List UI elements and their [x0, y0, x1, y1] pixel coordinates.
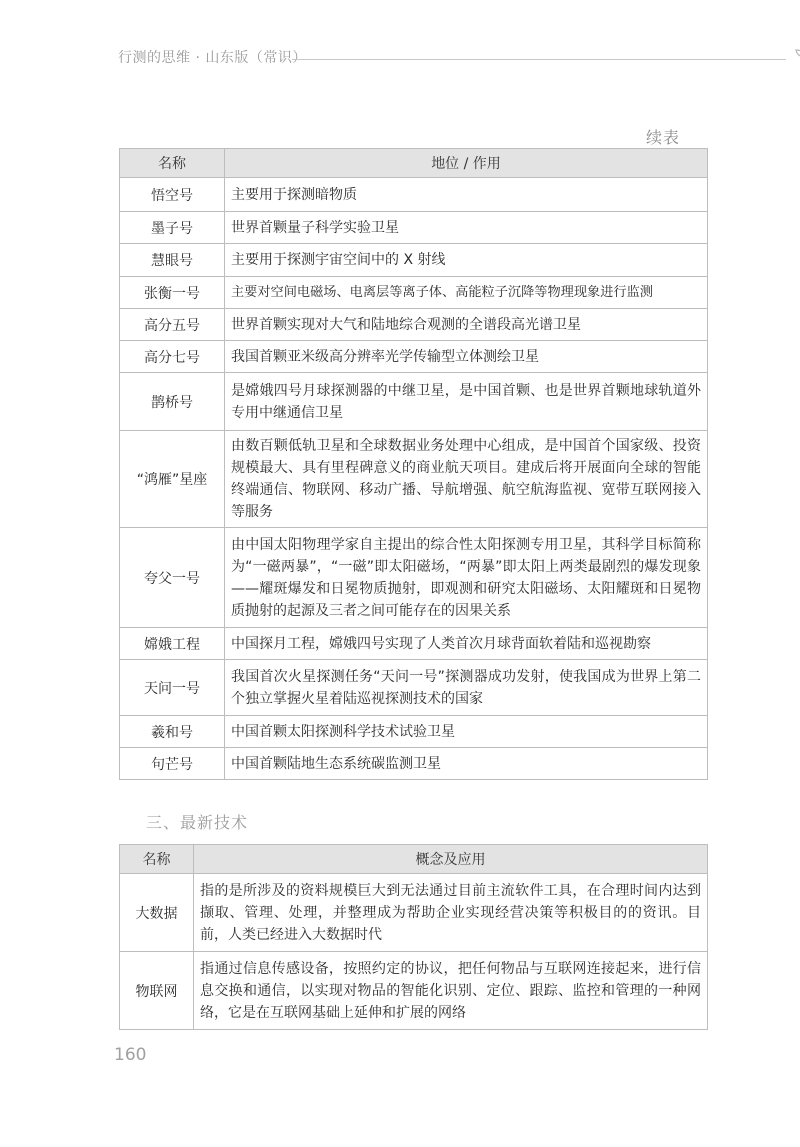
table-row	[120, 874, 708, 952]
column-header-name: 名称	[120, 845, 194, 874]
row-desc: 主要对空间电磁场、电离层等离子体、高能粒子沉降等物理现象进行监测	[225, 277, 708, 309]
table-row	[120, 277, 708, 309]
row-name: 墨子号	[120, 212, 225, 244]
table-row	[120, 628, 708, 660]
row-name: 悟空号	[120, 178, 225, 212]
column-header-name: 名称	[120, 149, 225, 178]
continued-label: 续表	[646, 128, 681, 147]
table-row	[120, 373, 708, 431]
table-row	[120, 528, 708, 628]
table-row	[120, 431, 708, 528]
table-row	[120, 244, 708, 277]
row-desc: 我国首次火星探测任务“天问一号”探测器成功发射，使我国成为世界上第二个独立掌握火星着陆巡视探测技术的国家	[225, 660, 708, 716]
row-desc: 指通过信息传感设备，按照约定的协议，把任何物品与互联网连接起来，进行信息交换和通信，以实现对物品的智能化识别、定位、跟踪、监控和管理的一种网络，它是在互联网基础上延伸和扩展的网络	[194, 952, 708, 1030]
row-desc: 是嫦娥四号月球探测器的中继卫星，是中国首颗、也是世界首颗地球轨道外专用中继通信卫星	[225, 373, 708, 431]
row-desc: 世界首颗实现对大气和陆地综合观测的全谱段高光谱卫星	[225, 309, 708, 341]
table-row	[120, 212, 708, 244]
satellite-table	[119, 148, 708, 780]
row-name: 大数据	[120, 874, 194, 952]
table-row	[120, 716, 708, 748]
row-name: 夸父一号	[120, 528, 225, 628]
row-desc: 主要用于探测宇宙空间中的 X 射线	[225, 244, 708, 277]
row-name: 高分五号	[120, 309, 225, 341]
row-name: 鹊桥号	[120, 373, 225, 431]
row-desc: 我国首颗亚米级高分辨率光学传输型立体测绘卫星	[225, 341, 708, 373]
table-header-row	[120, 149, 708, 178]
running-header	[118, 47, 718, 77]
row-name: “鸿雁”星座	[120, 431, 225, 528]
page-number: 160	[114, 1045, 147, 1065]
column-header-role: 地位 / 作用	[225, 149, 708, 178]
section-title: 三、最新技术	[146, 813, 249, 832]
row-desc: 指的是所涉及的资料规模巨大到无法通过目前主流软件工具，在合理时间内达到撷取、管理、处理，并整理成为帮助企业实现经营决策等积极目的的资讯。目前，人类已经进入大数据时代	[194, 874, 708, 952]
running-title: 行测的思维 · 山东版（常识）	[118, 50, 307, 66]
table-row	[120, 178, 708, 212]
row-name: 高分七号	[120, 341, 225, 373]
table-row	[120, 309, 708, 341]
sprout-icon	[792, 47, 800, 71]
technology-table	[119, 844, 708, 1030]
row-desc: 世界首颗量子科学实验卫星	[225, 212, 708, 244]
row-name: 句芒号	[120, 748, 225, 780]
table-row	[120, 952, 708, 1030]
row-name: 天问一号	[120, 660, 225, 716]
row-name: 羲和号	[120, 716, 225, 748]
row-name: 嫦娥工程	[120, 628, 225, 660]
row-name: 张衡一号	[120, 277, 225, 309]
row-name: 物联网	[120, 952, 194, 1030]
column-header-concept: 概念及应用	[194, 845, 708, 874]
table-header-row	[120, 845, 708, 874]
row-desc: 中国首颗太阳探测科学技术试验卫星	[225, 716, 708, 748]
table-row	[120, 341, 708, 373]
header-rule	[292, 59, 786, 60]
row-desc: 主要用于探测暗物质	[225, 178, 708, 212]
row-desc: 中国首颗陆地生态系统碳监测卫星	[225, 748, 708, 780]
row-desc: 由中国太阳物理学家自主提出的综合性太阳探测专用卫星，其科学目标简称为“一磁两暴”，“一磁”即太阳磁场，“两暴”即太阳上两类最剧烈的爆发现象——耀斑爆发和日冕物质抛射，即观测和研究太阳磁场、太阳耀斑和日冕物质抛射的起源及三者之间可能存在的因果关系	[225, 528, 708, 628]
row-name: 慧眼号	[120, 244, 225, 277]
table-row	[120, 660, 708, 716]
table-row	[120, 748, 708, 780]
row-desc: 由数百颗低轨卫星和全球数据业务处理中心组成，是中国首个国家级、投资规模最大、具有里程碑意义的商业航天项目。建成后将开展面向全球的智能终端通信、物联网、移动广播、导航增强、航空航海监视、宽带互联网接入等服务	[225, 431, 708, 528]
row-desc: 中国探月工程，嫦娥四号实现了人类首次月球背面软着陆和巡视勘察	[225, 628, 708, 660]
